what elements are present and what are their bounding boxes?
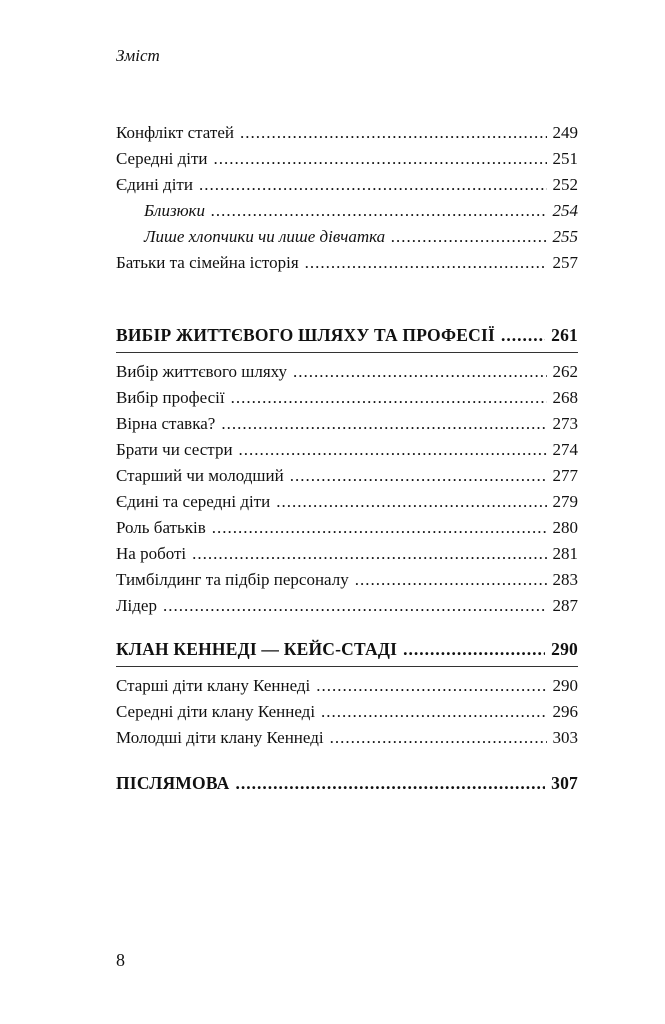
toc-entry-title: Роль батьків bbox=[116, 518, 206, 537]
toc-entry-title: На роботі bbox=[116, 544, 187, 563]
toc-entry-page: 254 bbox=[552, 201, 578, 220]
toc-entry-page: 281 bbox=[552, 544, 578, 563]
toc-entry-page: 249 bbox=[552, 123, 578, 142]
toc-entry bbox=[116, 593, 578, 619]
toc-dot-leader bbox=[192, 541, 546, 567]
toc-dot-leader bbox=[276, 489, 546, 515]
toc-entry-page: 280 bbox=[552, 518, 578, 537]
toc-entry bbox=[116, 463, 578, 489]
toc-entry-page: 277 bbox=[552, 466, 578, 485]
toc-chapter-heading bbox=[116, 636, 578, 662]
toc-entry bbox=[116, 699, 578, 725]
toc-entry bbox=[116, 359, 578, 385]
toc-chapter-title: КЛАН КЕННЕДІ — КЕЙС-СТАДІ bbox=[116, 639, 398, 659]
toc-entry-title: Брати чи сестри bbox=[116, 440, 233, 459]
toc-entry-page: 255 bbox=[552, 227, 578, 246]
toc-dot-leader bbox=[231, 385, 547, 411]
toc-entry-page: 287 bbox=[552, 596, 578, 615]
toc-entry-title: Середні діти клану Кеннеді bbox=[116, 702, 316, 721]
toc-entry bbox=[116, 489, 578, 515]
divider bbox=[116, 666, 578, 667]
toc-entry-page: 251 bbox=[552, 149, 578, 168]
toc-entry bbox=[116, 515, 578, 541]
toc-chapter-page: 307 bbox=[551, 773, 578, 793]
toc-entry bbox=[116, 172, 578, 198]
toc-dot-leader bbox=[316, 673, 546, 699]
toc-entry bbox=[116, 120, 578, 146]
toc-entry bbox=[116, 385, 578, 411]
toc-dot-leader bbox=[293, 359, 546, 385]
toc-entry-title: Старші діти клану Кеннеді bbox=[116, 676, 311, 695]
toc-entry bbox=[116, 146, 578, 172]
toc-entry-title: Єдині діти bbox=[116, 175, 193, 194]
toc-chapter-title: ПІСЛЯМОВА bbox=[116, 773, 230, 793]
toc-dot-leader bbox=[290, 463, 547, 489]
toc-subentry bbox=[116, 198, 578, 224]
toc-section-1 bbox=[116, 120, 578, 276]
toc-entry-page: 296 bbox=[552, 702, 578, 721]
toc-subentry bbox=[116, 224, 578, 250]
toc-entry-page: 262 bbox=[552, 362, 578, 381]
toc-dot-leader bbox=[403, 636, 545, 662]
toc-entry-title: Тимбілдинг та підбір персоналу bbox=[116, 570, 349, 589]
toc-section-4 bbox=[116, 770, 578, 796]
toc-entry-title: Близюки bbox=[144, 201, 206, 220]
running-title: Зміст bbox=[116, 46, 160, 65]
toc-section-2 bbox=[116, 322, 578, 619]
page-number: 8 bbox=[116, 950, 125, 970]
toc-dot-leader bbox=[235, 770, 545, 796]
toc-dot-leader bbox=[501, 322, 545, 348]
divider bbox=[116, 352, 578, 353]
toc-dot-leader bbox=[305, 250, 547, 276]
toc-dot-leader bbox=[221, 411, 546, 437]
toc-chapter-heading bbox=[116, 322, 578, 348]
toc-entry-page: 274 bbox=[552, 440, 578, 459]
toc-entry bbox=[116, 250, 578, 276]
toc-entry-title: Єдині та середні діти bbox=[116, 492, 271, 511]
toc-entry-page: 252 bbox=[552, 175, 578, 194]
toc-entry-page: 303 bbox=[552, 728, 578, 747]
toc-entry bbox=[116, 673, 578, 699]
toc-entry bbox=[116, 567, 578, 593]
toc-entry bbox=[116, 725, 578, 751]
toc-dot-leader bbox=[391, 224, 546, 250]
toc-entry bbox=[116, 411, 578, 437]
toc-entry-page: 290 bbox=[552, 676, 578, 695]
toc-dot-leader bbox=[163, 593, 547, 619]
toc-entry-title: Вибір професії bbox=[116, 388, 225, 407]
toc-entry-page: 268 bbox=[552, 388, 578, 407]
toc-entry-title: Старший чи молодший bbox=[116, 466, 284, 485]
toc-entry-page: 257 bbox=[552, 253, 578, 272]
toc-dot-leader bbox=[239, 437, 547, 463]
toc-entry-page: 273 bbox=[552, 414, 578, 433]
toc-entry-title: Лише хлопчики чи лише дівчатка bbox=[144, 227, 386, 246]
toc-dot-leader bbox=[330, 725, 547, 751]
toc-dot-leader bbox=[321, 699, 546, 725]
toc-chapter-heading bbox=[116, 770, 578, 796]
toc-dot-leader bbox=[199, 172, 547, 198]
toc-entry-title: Середні діти bbox=[116, 149, 208, 168]
toc-entry-title: Лідер bbox=[116, 596, 157, 615]
toc-entry-title: Вибір життєвого шляху bbox=[116, 362, 288, 381]
toc-chapter-title: ВИБІР ЖИТТЄВОГО ШЛЯХУ ТА ПРОФЕСІЇ bbox=[116, 325, 495, 345]
toc-entry bbox=[116, 437, 578, 463]
toc-dot-leader bbox=[212, 515, 547, 541]
toc-section-3 bbox=[116, 636, 578, 751]
toc-entry-title: Вірна ставка? bbox=[116, 414, 216, 433]
toc-dot-leader bbox=[355, 567, 547, 593]
toc-dot-leader bbox=[240, 120, 547, 146]
toc-entry-title: Молодші діти клану Кеннеді bbox=[116, 728, 324, 747]
toc-chapter-page: 261 bbox=[551, 325, 578, 345]
toc-entry bbox=[116, 541, 578, 567]
toc-dot-leader bbox=[211, 198, 546, 224]
toc-dot-leader bbox=[214, 146, 547, 172]
toc-chapter-page: 290 bbox=[551, 639, 578, 659]
toc-entry-title: Конфлікт статей bbox=[116, 123, 234, 142]
toc-entry-title: Батьки та сімейна історія bbox=[116, 253, 299, 272]
toc-entry-page: 279 bbox=[552, 492, 578, 511]
toc-entry-page: 283 bbox=[552, 570, 578, 589]
